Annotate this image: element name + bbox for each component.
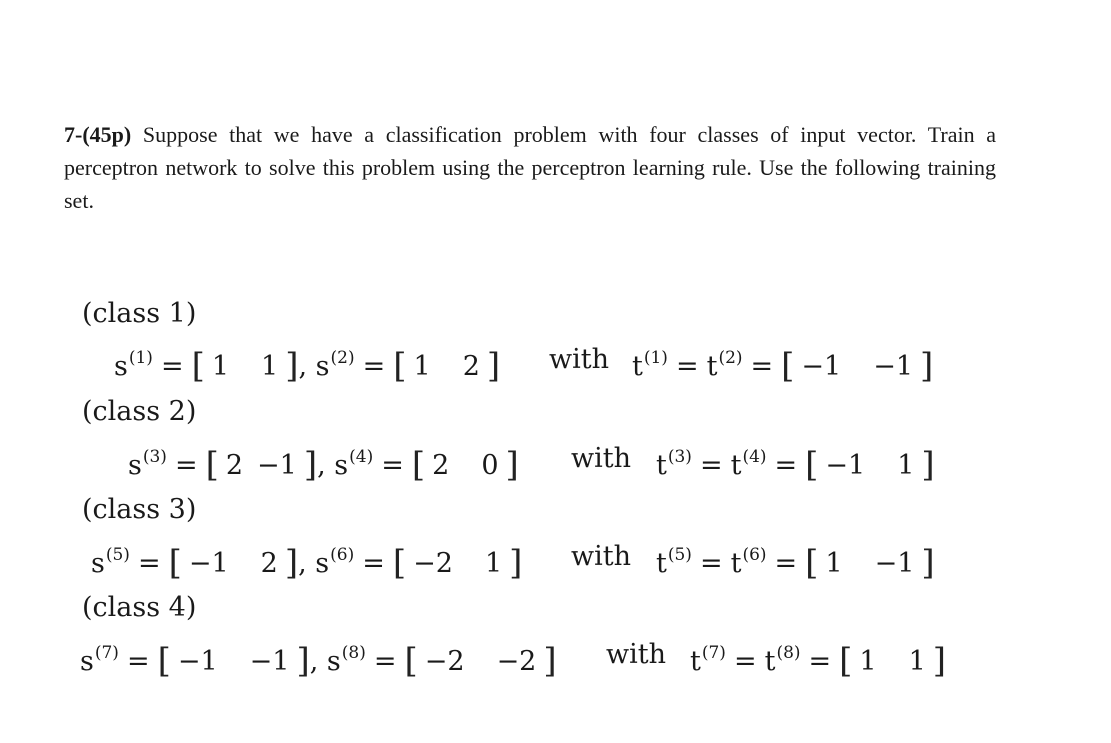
class-3-with: with [571, 541, 631, 572]
class-3-equation [0, 541, 1111, 581]
class-2-s-pair: $s^{(3)}$ = [ 2 −1 ], $s^{(4)}$ = [ 2 0 ] [128, 445, 519, 485]
class-4-equation [0, 639, 1111, 679]
class-1-heading: (class 1) [82, 298, 197, 329]
class-2-with: with [571, 443, 631, 474]
class-3-s-pair: $s^{(5)}$ = [ −1 2 ], $s^{(6)}$ = [ −2 1 ] [91, 543, 523, 583]
class-2-heading: (class 2) [82, 396, 197, 427]
class-4-with: with [606, 639, 666, 670]
class-3-t-pair: $t^{(5)} = t^{(6)}$ = [ 1 −1 ] [656, 543, 935, 583]
class-4-t-pair: $t^{(7)} = t^{(8)}$ = [ 1 1 ] [690, 641, 947, 681]
problem-label: 7-(45p) [64, 122, 132, 147]
class-4-heading: (class 4) [82, 592, 197, 623]
class-1-with: with [549, 344, 609, 375]
class-3-heading: (class 3) [82, 494, 197, 525]
class-2-equation [0, 443, 1111, 483]
class-1-t-pair: $t^{(1)} = t^{(2)}$ = [ −1 −1 ] [632, 346, 934, 386]
class-2-t-pair: $t^{(3)} = t^{(4)}$ = [ −1 1 ] [656, 445, 935, 485]
problem-statement [64, 118, 996, 217]
problem-text: Suppose that we have a classification problem with four classes of input vector. Train a perceptron network to solve this problem using the perceptron learning rule. Use the following training set. [64, 122, 997, 213]
class-4-s-pair: $s^{(7)}$ = [ −1 −1 ], $s^{(8)}$ = [ −2 −2 ] [80, 641, 557, 681]
class-1-s-pair: $s^{(1)}$ = [ 1 1 ], $s^{(2)}$ = [ 1 2 ] [114, 346, 501, 386]
class-1-equation [0, 344, 1111, 384]
